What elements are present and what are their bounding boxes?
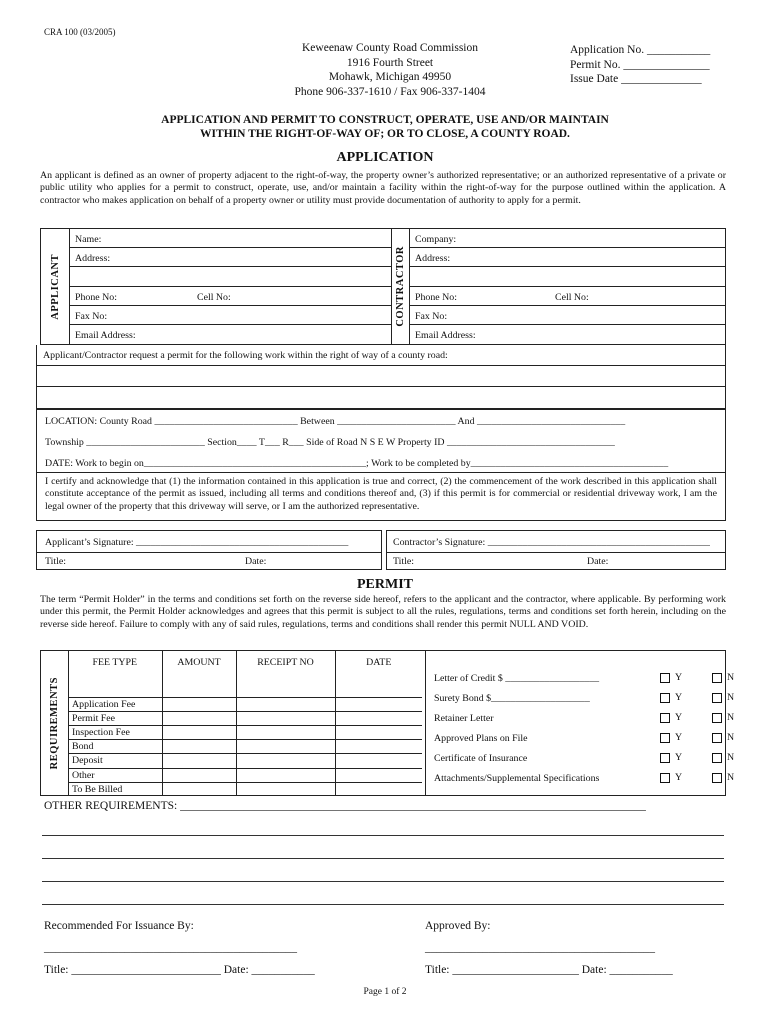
work-description-line-2[interactable]	[37, 387, 725, 407]
other-requirements-line[interactable]	[42, 835, 724, 836]
checkbox-icon	[660, 773, 670, 783]
table-row	[68, 740, 422, 754]
receipt-cell[interactable]	[236, 711, 335, 725]
fee-type-cell: Other	[68, 768, 162, 782]
checkbox-yes[interactable]: Y	[660, 672, 682, 683]
checkbox-yes[interactable]: Y	[660, 772, 682, 783]
checkbox-yes[interactable]: Y	[660, 712, 682, 723]
amount-cell[interactable]	[162, 782, 236, 796]
org-city: Mohawk, Michigan 49950	[328, 71, 452, 83]
contractor-cell-label: Cell No:	[555, 292, 589, 303]
contractor-phone-field[interactable]: Phone No: Cell No:	[409, 287, 725, 306]
applicant-date-field[interactable]: Date:	[245, 556, 267, 567]
table-row	[68, 697, 422, 711]
fee-type-header: FEE TYPE	[68, 651, 162, 697]
checkbox-icon	[712, 733, 722, 743]
fee-table	[68, 651, 422, 796]
work-dates-field[interactable]: DATE: Work to begin on_____________________________________________; Work to be completed by________________________________________	[45, 458, 669, 469]
amount-cell[interactable]	[162, 697, 236, 711]
divider	[37, 472, 725, 473]
requirements-box	[40, 650, 735, 796]
fee-type-cell: To Be Billed	[68, 782, 162, 796]
other-requirements-field[interactable]: OTHER REQUIREMENTS: _________________________________________________________________________________	[44, 800, 646, 812]
recommended-by-label: Recommended For Issuance By:	[44, 920, 194, 932]
receipt-no-header: RECEIPT NO	[236, 651, 335, 697]
table-row	[68, 711, 422, 725]
checkbox-icon	[660, 673, 670, 683]
other-requirements-line[interactable]	[42, 881, 724, 882]
applicant-contractor-grid	[40, 228, 726, 345]
applicant-fields	[69, 229, 391, 344]
requirements-checklist	[425, 651, 735, 795]
contractor-label-cell	[391, 229, 410, 344]
date-cell[interactable]	[335, 768, 422, 782]
location-field[interactable]: LOCATION: County Road _____________________________ Between ________________________ And ______________________________	[45, 416, 626, 427]
approved-signature-line[interactable]: ________________________________________	[425, 942, 655, 954]
date-cell[interactable]	[335, 697, 422, 711]
checkbox-yes[interactable]: Y	[660, 752, 682, 763]
contractor-label: CONTRACTOR	[395, 246, 406, 327]
contractor-address-line2[interactable]	[409, 267, 725, 287]
checkbox-icon	[660, 733, 670, 743]
applicant-signature-field[interactable]: Applicant’s Signature: ___________________________________________	[45, 537, 349, 548]
fee-table-header	[68, 651, 422, 697]
amount-cell[interactable]	[162, 768, 236, 782]
contractor-fields	[409, 229, 725, 344]
checkbox-icon	[712, 753, 722, 763]
form-title	[40, 113, 730, 141]
fee-type-cell: Deposit	[68, 754, 162, 768]
checkbox-no[interactable]: N	[712, 712, 734, 723]
applicant-title-field[interactable]: Title:	[45, 556, 67, 567]
applicant-name-field[interactable]: Name:	[69, 229, 391, 248]
applicant-cell-label: Cell No:	[197, 292, 231, 303]
applicant-email-field[interactable]: Email Address:	[75, 330, 136, 341]
contractor-email-field[interactable]: Email Address:	[415, 330, 476, 341]
org-name: Keweenaw County Road Commission	[302, 42, 478, 54]
office-use-block	[570, 43, 710, 87]
checkbox-icon	[712, 673, 722, 683]
applicant-label-cell	[41, 229, 70, 344]
contractor-address-field[interactable]: Address:	[409, 248, 725, 267]
contractor-signature-field[interactable]: Contractor’s Signature: _____________________________________________	[393, 537, 710, 548]
date-cell[interactable]	[335, 711, 422, 725]
amount-cell[interactable]	[162, 711, 236, 725]
page-number: Page 1 of 2	[363, 987, 407, 997]
receipt-cell[interactable]	[236, 740, 335, 754]
work-request-box	[36, 345, 726, 409]
permit-terms: The term “Permit Holder” in the terms and conditions set forth on the reverse side hereof, refers to the applicant and the contractor, where applicable. By performing work under this permit, the Permit Holder acknowledges and agrees that this permit is subject to all the rules, regulations, terms and conditions set forth herein, including on the reverse side hereof. Failure to comply with any of said rules, regulations, terms and conditions shall render this permit NULL AND VOID.	[40, 594, 726, 630]
certification-statement: I certify and acknowledge that (1) the information contained in this application is true and correct, (2) the commencement of the work described in this application shall constitute acceptance of the permit as issued, including all terms and conditions thereof and, (3) if this permit is for commercial or residential driveway work, I am the legal owner of the property that this driveway will serve, or I am the authorized representative.	[45, 476, 717, 512]
divider	[387, 552, 725, 553]
requirements-label-cell	[41, 651, 69, 795]
work-description-line-1[interactable]	[37, 366, 725, 387]
table-row	[68, 754, 422, 768]
contractor-date-field[interactable]: Date:	[587, 556, 609, 567]
checklist-attachments: Attachments/Supplemental Specifications	[434, 773, 600, 784]
application-no-field[interactable]: Application No. ___________	[570, 44, 711, 56]
township-field[interactable]: Township ________________________ Section____ T___ R___ Side of Road N S E W Property ID __________________________________	[45, 437, 615, 448]
receipt-cell[interactable]	[236, 697, 335, 711]
checklist-surety-bond[interactable]: Surety Bond $____________________	[434, 693, 590, 704]
checkbox-no[interactable]: N	[712, 672, 734, 683]
checklist-retainer-letter: Retainer Letter	[434, 713, 494, 724]
contractor-fax-field[interactable]: Fax No:	[409, 306, 725, 325]
recommended-signature-line[interactable]: ____________________________________________	[44, 942, 297, 954]
checklist-certificate-insurance: Certificate of Insurance	[434, 753, 528, 764]
application-heading: APPLICATION	[336, 150, 434, 165]
checkbox-no[interactable]: N	[712, 772, 734, 783]
requirements-label: REQUIREMENTS	[49, 676, 60, 770]
approved-title-date[interactable]: Title: ______________________ Date: ___________	[425, 964, 673, 976]
fee-type-cell: Application Fee	[68, 697, 162, 711]
checkbox-icon	[660, 713, 670, 723]
location-certify-box	[36, 409, 726, 521]
table-row	[68, 782, 422, 796]
checkbox-icon	[712, 713, 722, 723]
org-phone: Phone 906-337-1610 / Fax 906-337-1404	[294, 85, 486, 98]
table-row	[68, 768, 422, 782]
applicant-definition: An applicant is defined as an owner of property adjacent to the right-of-way, the property owner’s authorized representative; or an authorized representative of a private or public utility who applies for a permit to construct, operate, use, and/or maintain a facility within the right-of-way for the purpose outlined within the application. A contractor who makes application on behalf of a property owner or utility must provide documentation of authority to apply for a permit.	[40, 170, 726, 206]
issue-date-field[interactable]: Issue Date ______________	[570, 73, 702, 85]
amount-cell[interactable]	[162, 754, 236, 768]
checkbox-icon	[660, 753, 670, 763]
checkbox-icon	[660, 693, 670, 703]
date-cell[interactable]	[335, 725, 422, 739]
checkbox-icon	[712, 693, 722, 703]
checkbox-icon	[712, 773, 722, 783]
organization-address	[240, 41, 540, 99]
checkbox-no[interactable]: N	[712, 692, 734, 703]
fee-type-cell: Permit Fee	[68, 711, 162, 725]
divider	[37, 552, 381, 553]
applicant-address-field[interactable]: Address:	[69, 248, 391, 267]
table-row	[68, 725, 422, 739]
checklist-approved-plans: Approved Plans on File	[434, 733, 528, 744]
date-cell[interactable]	[335, 740, 422, 754]
permit-heading: PERMIT	[357, 577, 413, 592]
approved-by-label: Approved By:	[425, 920, 491, 932]
other-requirements-line[interactable]	[42, 858, 724, 859]
amount-cell[interactable]	[162, 740, 236, 754]
checkbox-no[interactable]: N	[712, 732, 734, 743]
checkbox-yes[interactable]: Y	[660, 732, 682, 743]
amount-header: AMOUNT	[162, 651, 236, 697]
form-code: CRA 100 (03/2005)	[44, 27, 116, 37]
date-header: DATE	[335, 651, 422, 697]
date-cell[interactable]	[335, 754, 422, 768]
permit-no-field[interactable]: Permit No. _______________	[570, 58, 710, 71]
org-street: 1916 Fourth Street	[346, 56, 434, 69]
receipt-cell[interactable]	[236, 754, 335, 768]
checklist-letter-of-credit[interactable]: Letter of Credit $ ___________________	[434, 673, 600, 684]
work-request-label-row: Applicant/Contractor request a permit for the following work within the right of way of a county road:	[37, 345, 725, 366]
fee-type-cell: Bond	[68, 740, 162, 754]
contractor-company-field[interactable]: Company:	[409, 229, 725, 248]
applicant-address-line2[interactable]	[69, 267, 391, 287]
fee-type-cell: Inspection Fee	[68, 725, 162, 739]
applicant-signature-box	[36, 530, 382, 570]
date-cell[interactable]	[335, 782, 422, 796]
contractor-title-field[interactable]: Title:	[393, 556, 415, 567]
contractor-signature-box	[386, 530, 726, 570]
applicant-phone-field[interactable]: Phone No: Cell No:	[69, 287, 391, 306]
checkbox-no[interactable]: N	[712, 752, 734, 763]
title-line-2: WITHIN THE RIGHT-OF-WAY OF; OR TO CLOSE, A COUNTY ROAD.	[200, 128, 570, 140]
applicant-label: APPLICANT	[49, 253, 61, 320]
applicant-fax-field[interactable]: Fax No:	[69, 306, 391, 325]
receipt-cell[interactable]	[236, 768, 335, 782]
receipt-cell[interactable]	[236, 782, 335, 796]
other-requirements-line[interactable]	[42, 904, 724, 905]
receipt-cell[interactable]	[236, 725, 335, 739]
checkbox-yes[interactable]: Y	[660, 692, 682, 703]
recommended-title-date[interactable]: Title: __________________________ Date: ___________	[44, 964, 315, 976]
title-line-1: APPLICATION AND PERMIT TO CONSTRUCT, OPERATE, USE AND/OR MAINTAIN	[161, 114, 609, 126]
amount-cell[interactable]	[162, 725, 236, 739]
